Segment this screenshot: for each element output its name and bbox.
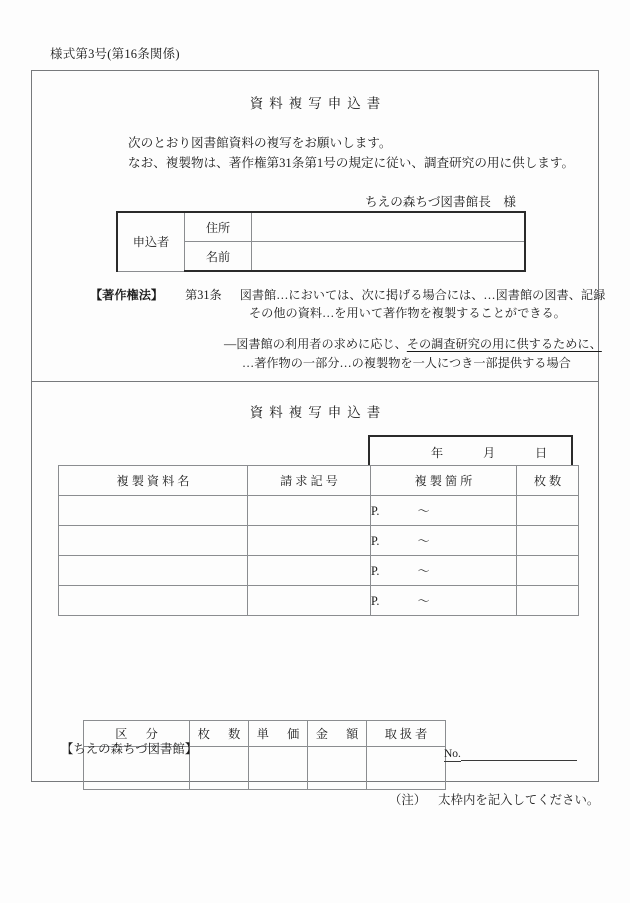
page-prefix: P. [371,504,380,518]
page-prefix: P. [371,564,380,578]
cell-copy-location[interactable] [371,556,517,586]
law-article: 第31条 [185,288,222,302]
header-handler: 取扱者 [367,721,446,747]
page-range-tilde: ～ [417,564,430,578]
library-mark: 【ちえの森ちづ図書館】 [61,742,198,756]
cell-copy-location[interactable] [371,586,517,616]
table-row [59,526,579,556]
table-row [117,212,525,242]
month-label: 月 [483,446,496,460]
cell-material-name[interactable] [59,556,248,586]
page-prefix: P. [371,534,380,548]
footer-note-text: 太枠内を記入してください。 [438,793,600,807]
header-copy-location: 複製箇所 [371,466,517,496]
upper-section-title: 資料複写申込書 [249,96,387,111]
table-row [59,556,579,586]
cell-call-number[interactable] [248,496,371,526]
lower-section-title: 資料複写申込書 [249,405,387,420]
law-line3-underlined: その調査研究の用に供するために、 [406,337,602,351]
applicant-table [116,211,526,272]
addressee-line: ちえの森ちづ図書館長 様 [365,195,516,209]
cell-material-name[interactable] [59,586,248,616]
page-prefix: P. [371,594,380,608]
cell-copy-location[interactable] [371,526,517,556]
cell-sheet-count[interactable] [517,526,579,556]
page-range-tilde: ～ [417,534,430,548]
day-label: 日 [535,446,548,460]
table-header-row [59,466,579,496]
request-paragraph-line2: なお、複製物は、著作権第31条第1号の規定に従い、調査研究の用に供します。 [128,156,575,170]
cell-call-number[interactable] [248,586,371,616]
law-body-line1: 図書館…においては、次に掲げる場合には、…図書館の図書、記録 [239,288,606,302]
law-body-line4: …著作物の一部分…の複製物を一人につき一部提供する場合 [242,356,571,370]
law-body-line3 [224,335,602,352]
law-line3-prefix: ―図書館の利用者の求めに応じ、 [224,337,407,351]
cell-call-number[interactable] [248,526,371,556]
page-range-tilde: ～ [417,504,430,518]
cell-sheet-count[interactable] [517,556,579,586]
applicant-label: 申込者 [117,212,185,271]
cell-sheet-count[interactable] [517,496,579,526]
footer-note [389,790,599,808]
serial-number-label: No. [444,748,461,760]
form-outer-frame [31,70,606,782]
serial-number-field[interactable] [444,748,577,761]
table-row [59,586,579,616]
footer-note-lead: （注） [389,793,427,807]
date-entry-row[interactable] [368,435,573,465]
header-category: 区 分 [84,721,190,747]
form-number: 様式第3号(第16条関係) [50,47,180,61]
header-sheets: 枚 数 [190,721,249,747]
copy-request-table [58,465,579,616]
cell-unit-price[interactable] [249,747,308,790]
cell-copy-location[interactable] [371,496,517,526]
applicant-address-input[interactable] [252,212,526,242]
cell-material-name[interactable] [59,526,248,556]
header-material-name: 複製資料名 [59,466,248,496]
header-unit-price: 単 価 [249,721,308,747]
table-row [59,496,579,526]
cell-call-number[interactable] [248,556,371,586]
cell-amount[interactable] [308,747,367,790]
cell-handler[interactable] [367,747,446,790]
section-divider [32,381,598,382]
year-label: 年 [431,446,444,460]
cell-sheet-count[interactable] [517,586,579,616]
applicant-name-label: 名前 [185,242,252,272]
applicant-name-input[interactable] [252,242,526,272]
page-range-tilde: ～ [417,594,430,608]
header-sheet-count: 枚数 [517,466,579,496]
cell-sheets[interactable] [190,747,249,790]
applicant-address-label: 住所 [185,212,252,242]
law-name: 【著作権法】 [90,288,164,302]
cell-material-name[interactable] [59,496,248,526]
law-body-line2: その他の資料…を用いて著作物を複製することができる。 [249,306,566,320]
serial-number-input[interactable] [461,748,577,761]
header-amount: 金 額 [308,721,367,747]
law-heading-line [90,286,605,303]
request-paragraph-line1: 次のとおり図書館資料の複写をお願いします。 [128,136,392,150]
header-call-number: 請求記号 [248,466,371,496]
